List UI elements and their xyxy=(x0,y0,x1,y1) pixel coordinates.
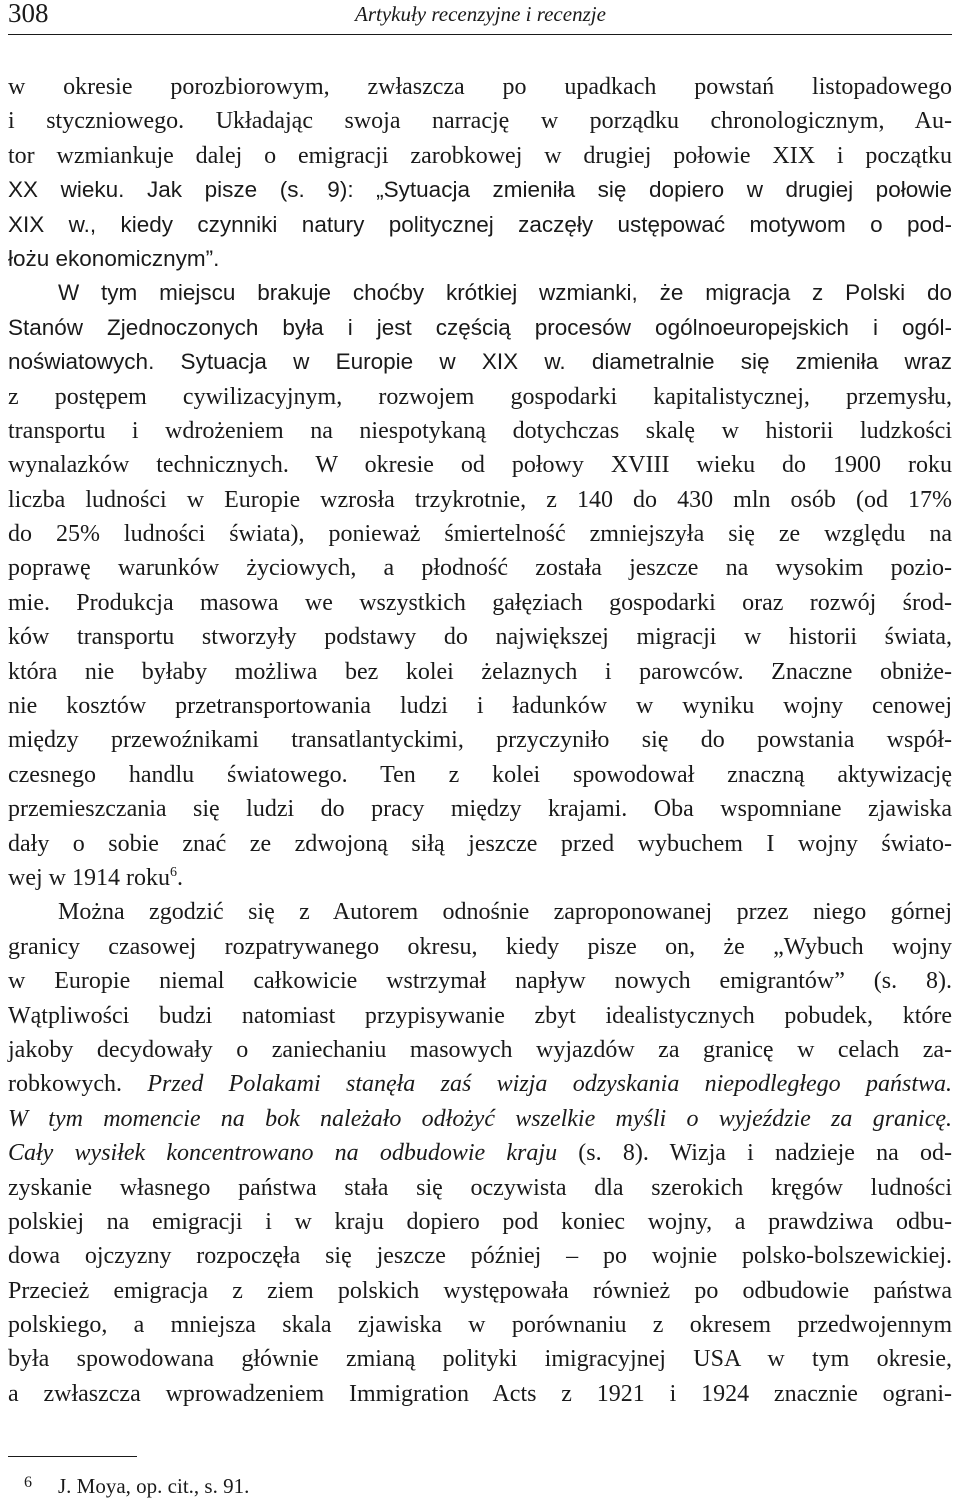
text-line: liczba ludności w Europie wzrosła trzykrotnie, z 140 do 430 mln osób (od 17% xyxy=(8,486,952,513)
text-run: wej w 1914 roku xyxy=(8,864,170,891)
text-line: Stanów Zjednoczonych była i jest częścią procesów ogólnoeuropejskich i ogól- xyxy=(8,314,952,340)
running-head: Artykuły recenzyjne i recenzje xyxy=(355,2,606,26)
text-line: Można zgodzić się z Autorem odnośnie zaproponowanej przez niego górnej xyxy=(58,899,952,926)
text-line: poprawę warunków życiowych, a płodność została jeszcze na wysokim pozio- xyxy=(8,555,952,582)
footnote-text: J. Moya, op. cit., s. 91. xyxy=(58,1474,250,1498)
text-run: . xyxy=(176,864,183,891)
text-line: w Europie niemal całkowicie wstrzymał napływ nowych emigrantów” (s. 8). xyxy=(8,968,952,995)
text-line: a zwłaszcza wprowadzeniem Immigration Acts z 1921 i 1924 znacznie ograni- xyxy=(8,1380,952,1407)
text-line: w okresie porozbiorowym, zwłaszcza po upadkach powstań listopadowego xyxy=(8,74,952,100)
text-line xyxy=(8,861,952,895)
text-line: między przewoźnikami transatlantyckimi, przyczyniło się do powstania współ- xyxy=(8,727,952,754)
page-number: 308 xyxy=(8,0,49,28)
text-line: XIX w., kiedy czynniki natury politycznej zaczęły ustępować motywom o pod- xyxy=(8,211,952,237)
footnote: 6 J. Moya, op. cit., s. 91. xyxy=(24,1474,250,1498)
text-line: tor wzmiankuje dalej o emigracji zarobkowej w drugiej połowie XIX i początku xyxy=(8,142,952,169)
text-line: była spowodowana głównie zmianą polityki imigracyjnej USA w tym okresie, xyxy=(8,1346,952,1373)
text-line: z postępem cywilizacyjnym, rozwojem gospodarki kapitalistycznej, przemysłu, xyxy=(8,383,952,410)
text-line: Wątpliwości budzi natomiast przypisywanie zbyt idealistycznych pobudek, które xyxy=(8,1002,952,1029)
header-rule xyxy=(8,34,952,35)
footnote-reference[interactable]: 6 xyxy=(169,864,177,880)
body-text xyxy=(8,70,952,1411)
text-line xyxy=(8,1067,952,1101)
text-run: (s. 8). Wizja i nadzieje na od- xyxy=(557,1140,952,1167)
text-line: dowa ojczyzny rozpoczęła się jeszcze później – po wojnie polsko-bolszewickiej. xyxy=(8,1243,952,1270)
text-line: łożu ekonomicznym”. xyxy=(8,245,220,271)
text-line: W tym miejscu brakuje choćby krótkiej wzmianki, że migracja z Polski do xyxy=(58,280,952,306)
text-line: nie kosztów przetransportowania ludzi i ładunków w wyniku wojny cenowej xyxy=(8,693,952,720)
text-line: ków transportu stworzyły podstawy do największej migracji w historii świata, xyxy=(8,624,952,651)
text-line: granicy czasowej rozpatrywanego okresu, kiedy pisze on, że „Wybuch wojny xyxy=(8,933,952,960)
text-run: robkowych. xyxy=(8,1071,148,1098)
text-line: dały o sobie znać ze zdwojoną siłą jeszcze przed wybuchem I wojny świato- xyxy=(8,830,952,857)
text-line: polskiego, a mniejsza skala zjawiska w porównaniu z okresem przedwojennym xyxy=(8,1312,952,1339)
text-line: Przecież emigracja z ziem polskich występowała również po odbudowie państwa xyxy=(8,1277,952,1304)
text-line: wynalazków technicznych. W okresie od połowy XVIII wieku do 1900 roku xyxy=(8,452,952,479)
text-line: zyskanie własnego państwa stała się oczywista dla szerokich kręgów ludności xyxy=(8,1174,952,1201)
quoted-italic-text: Przed Polakami stanęła zaś wizja odzyskania niepodległego państwa. xyxy=(147,1071,952,1098)
text-line: przemieszczania się ludzi do pracy między krajami. Oba wspomniane zjawiska xyxy=(8,796,952,823)
text-line: jakoby decydowały o zaniechaniu masowych wyjazdów za granicę w celach za- xyxy=(8,1036,952,1063)
text-line: transportu i wdrożeniem na niespotykaną dotychczas skalę w historii ludzkości xyxy=(8,417,952,444)
text-line xyxy=(8,1136,952,1170)
text-line: i styczniowego. Układając swoja narrację w porządku chronologicznym, Au- xyxy=(8,108,952,135)
text-line: czesnego handlu światowego. Ten z kolei spowodował znaczną aktywizację xyxy=(8,761,952,788)
text-line: XX wieku. Jak pisze (s. 9): „Sytuacja zmieniła się dopiero w drugiej połowie xyxy=(8,177,952,203)
text-line: która nie byłaby możliwa bez kolei żelaznych i parowców. Znaczne obniże- xyxy=(8,658,952,685)
quoted-italic-text: Cały wysiłek koncentrowano na odbudowie kraju xyxy=(8,1140,558,1167)
quoted-italic-line: W tym momencie na bok należało odłożyć wszelkie myśli o wyjeździe za granicę. xyxy=(8,1105,952,1132)
text-line: mie. Produkcja masowa we wszystkich gałęziach gospodarki oraz rozwój środ- xyxy=(8,589,952,616)
page-header xyxy=(8,0,952,32)
footnote-rule xyxy=(8,1456,137,1457)
text-line: do 25% ludności świata), ponieważ śmiertelność zmniejszyła się ze względu na xyxy=(8,521,952,548)
text-line: polskiej na emigracji i w kraju dopiero pod koniec wojny, a prawdziwa odbu- xyxy=(8,1208,952,1235)
text-line: noświatowych. Sytuacja w Europie w XIX w. diametralnie się zmieniła wraz xyxy=(8,349,952,375)
